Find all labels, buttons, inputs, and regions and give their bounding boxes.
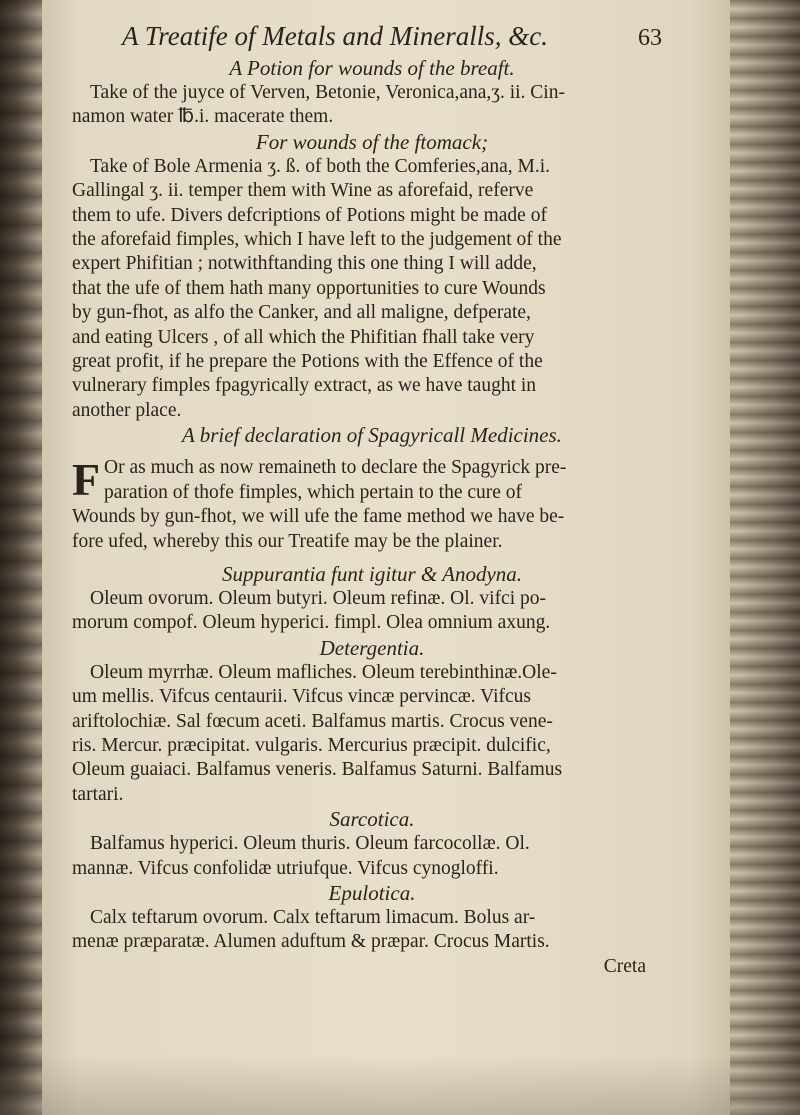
running-header (72, 18, 672, 56)
body-line: expert Phifitian ; notwithftanding this one thing I will adde, (72, 253, 537, 275)
catchword: Creta (603, 955, 646, 977)
body-line: another place. (72, 399, 182, 421)
page-edges (730, 0, 800, 1115)
body-line: fore ufed, whereby this our Treatife may be the plainer. (72, 530, 503, 552)
body-line: the aforefaid fimples, which I have left to the judgement of the (72, 229, 562, 251)
body-line: that the ufe of them hath many opportunities to cure Wounds (72, 277, 546, 299)
body-line: Or as much as now remaineth to declare the Spagyrick pre- (104, 457, 567, 479)
body-line: vulnerary fimples fpagyrically extract, as we have taught in (72, 375, 537, 397)
section-heading-wounds-stomach: For wounds of the ftomack; (255, 129, 489, 154)
body-line: tartari. (72, 783, 124, 805)
section-heading-potion-breast: A Potion for wounds of the breaft. (229, 56, 515, 80)
text-block (72, 18, 672, 979)
drop-capital: F (72, 454, 101, 506)
body-line: um mellis. Vifcus centaurii. Vifcus vincæ pervincæ. Vifcus (72, 686, 531, 708)
body-line: Take of Bole Armenia ʒ. ß. of both the Comferies,ana, M.i. (90, 155, 551, 177)
body-line: Take of the juyce of Verven, Betonie, Veronica,ana,ʒ. ii. Cin- (90, 82, 565, 103)
body-line: namon water ℔.i. macerate them. (72, 106, 334, 128)
body-line: them to ufe. Divers defcriptions of Potions might be made of (72, 204, 547, 226)
section-heading-detergentia: Detergentia. (319, 635, 425, 660)
section-heading-suppurantia: Suppurantia funt igitur & Anodyna. (221, 561, 523, 586)
book-gutter (0, 0, 42, 1115)
body-line: Oleum ovorum. Oleum butyri. Oleum refinæ. Ol. vifci po- (90, 587, 547, 609)
body-line: morum compof. Oleum hyperici. fimpl. Olea omnium axung. (72, 612, 551, 634)
body-line: Calx teftarum ovorum. Calx teftarum limacum. Bolus ar- (90, 906, 536, 928)
body-line: Oleum myrrhæ. Oleum mafliches. Oleum terebinthinæ.Ole- (90, 661, 557, 683)
body-line: Balfamus hyperici. Oleum thuris. Oleum farcocollæ. Ol. (90, 833, 530, 855)
body-line: ariftolochiæ. Sal fœcum aceti. Balfamus martis. Crocus vene- (72, 710, 553, 732)
dropcap-paragraph (72, 456, 672, 505)
body-line: and eating Ulcers , of all which the Phifitian fhall take very (72, 326, 535, 348)
body-line: Oleum guaiaci. Balfamus veneris. Balfamus Saturni. Balfamus (72, 759, 563, 781)
running-title: A Treatife of Metals and Mineralls, &c. (122, 21, 548, 51)
body-line: great profit, if he prepare the Potions with the Effence of the (72, 351, 543, 373)
body-line: Wounds by gun-fhot, we will ufe the fame method we have be- (72, 506, 565, 528)
body-line: Gallingal ʒ. ii. temper them with Wine as aforefaid, referve (72, 180, 534, 202)
body-line: ris. Mercur. præcipitat. vulgaris. Mercurius præcipit. dulcific, (72, 734, 551, 756)
section-heading-sarcotica: Sarcotica. (329, 807, 415, 832)
body-line: mannæ. Vifcus confolidæ utriufque. Vifcus cynogloffi. (72, 857, 499, 879)
section-heading-epulotica: Epulotica. (328, 880, 416, 905)
body-line: by gun-fhot, as alfo the Canker, and all maligne, defperate, (72, 302, 531, 324)
body-line: paration of thofe fimples, which pertain to the cure of (104, 481, 523, 503)
section-heading-spagyrical: A brief declaration of Spagyricall Medicines. (182, 423, 562, 448)
body-line: menæ præparatæ. Alumen aduftum & præpar. Crocus Martis. (72, 931, 550, 953)
page-bottom-shadow (0, 1055, 800, 1115)
page-number: 63 (638, 25, 662, 51)
